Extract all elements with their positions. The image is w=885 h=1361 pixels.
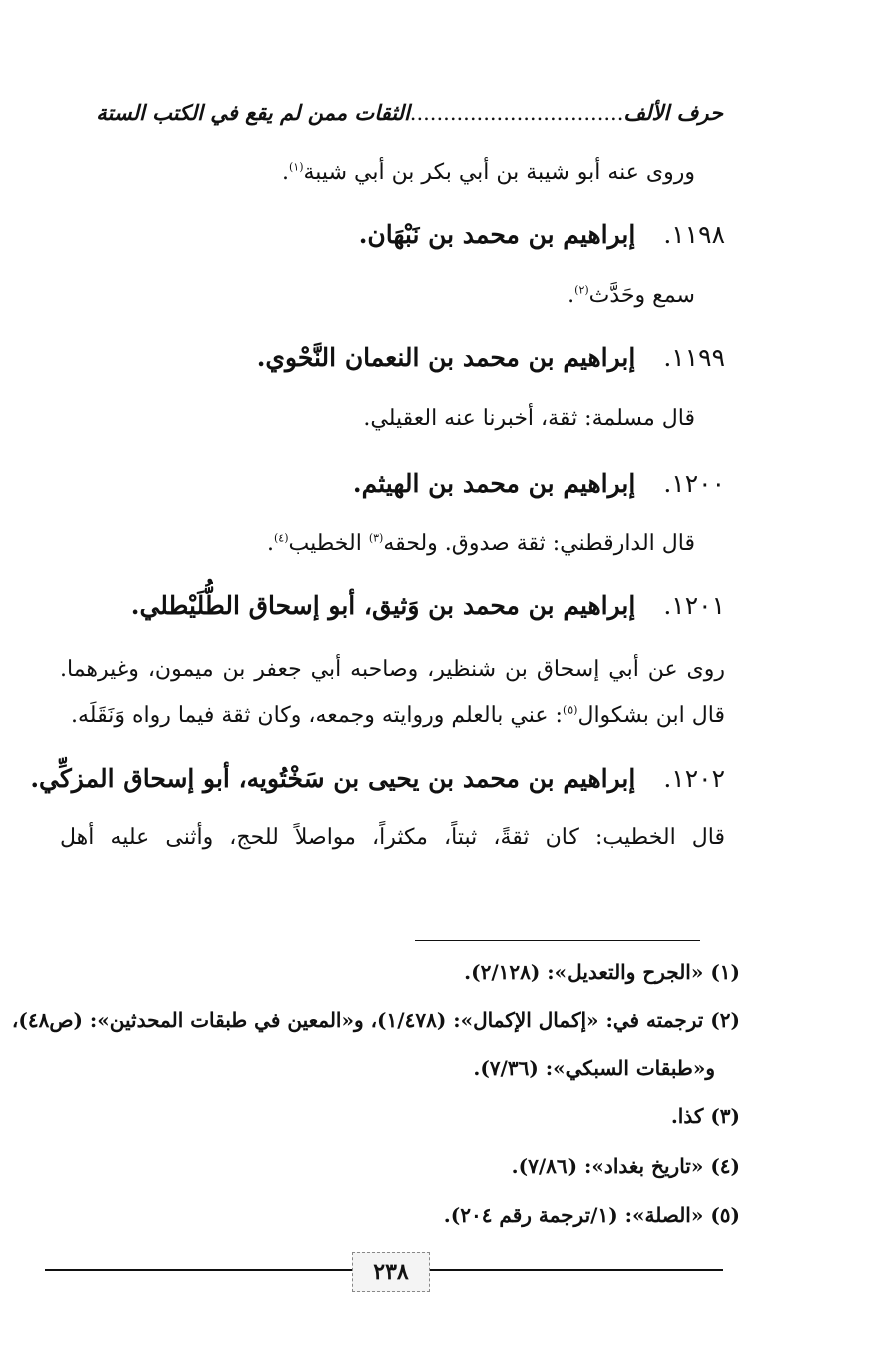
text-line-4-part-c: . [267,531,274,556]
footnote-marker-1: (١) [288,160,304,174]
footnote-separator [415,940,700,941]
bottom-rule-right [428,1269,723,1271]
running-header [96,100,723,125]
entry-number: ١١٩٩. [663,343,725,372]
page-number: ٢٣٨ [352,1252,430,1292]
header-dots: ................................ [409,101,624,125]
footnote-marker-2: (٢) [574,283,589,297]
bottom-rule-left [45,1269,352,1271]
entry-number: ١٢٠٢. [663,764,725,793]
entry-1198 [359,220,725,249]
entry-name: إبراهيم بن محمد بن وَثيق، أبو إسحاق الطُّلَيْطلي. [130,591,636,620]
entry-1202 [30,764,725,793]
entry-name: إبراهيم بن محمد بن نَبْهَان. [358,220,636,249]
footnote-marker-4: (٤) [274,531,289,545]
text-line-1: وروى عنه أبو شيبة بن أبي بكر بن أبي شيبة$^{(١)}$. [281,160,695,185]
entry-name: إبراهيم بن محمد بن الهيثم. [352,469,636,498]
entry-1201 [131,591,725,620]
footnote-1: (١) «الجرح والتعديل»: (٢/١٢٨). [464,960,740,984]
text-line-4-part-a: قال الدارقطني: ثقة صدوق. ولحقه [383,531,695,556]
text-line-5: روى عن أبي إسحاق بن شنظير، وصاحبه أبي جعفر بن ميمون، وغيرهما. [60,657,725,682]
entry-1199 [257,343,725,372]
text-line-4 [267,531,695,556]
footnote-3: (٣) كذا. [670,1104,740,1128]
footnote-5: (٥) «الصلة»: (١/ترجمة رقم ٢٠٤). [443,1203,740,1227]
text-line-2: سمع وحَدَّث$^{(٢)}$. [567,283,695,308]
entry-number: ١٢٠٠. [663,469,725,498]
footnote-marker-5: (٥) [562,703,578,717]
text-line-2-content: سمع وحَدَّث [588,283,695,308]
text-line-3: قال مسلمة: ثقة، أخبرنا عنه العقيلي. [363,406,695,431]
footnote-4: (٤) «تاريخ بغداد»: (٧/٨٦). [511,1154,740,1178]
footnote-2-line-1: (٢) ترجمته في: «إكمال الإكمال»: (١/٤٧٨)، و«المعين في طبقات المحدثين»: (ص٤٨)، [11,1008,740,1032]
header-book-title: الثقات ممن لم يقع في الكتب الستة [96,100,410,125]
text-line-6 [71,703,725,728]
text-line-1-content: وروى عنه أبو شيبة بن أبي بكر بن أبي شيبة [303,160,695,185]
entry-1200 [353,469,725,498]
text-line-6-part-a: قال ابن بشكوال [577,703,725,728]
footnote-2-line-2: و«طبقات السبكي»: (٧/٣٦). [473,1056,715,1080]
text-line-4-part-b: الخطيب [288,531,369,556]
header-chapter-title: حرف الألف [623,100,723,125]
footnote-marker-3: (٣) [368,531,384,545]
entry-name: إبراهيم بن محمد بن يحيى بن سَخْتُويه، أبو إسحاق المزكِّي. [30,764,636,793]
text-line-7: قال الخطيب: كان ثقةً، ثبتاً، مكثراً، مواصلاً للحج، وأثنى عليه أهل [60,825,725,850]
entry-number: ١١٩٨. [663,220,725,249]
entry-number: ١٢٠١. [663,591,725,620]
entry-name: إبراهيم بن محمد بن النعمان النَّحْوي. [256,343,636,372]
text-line-6-part-b: : عني بالعلم وروايته وجمعه، وكان ثقة فيما رواه وَنَقَلَه. [71,703,563,728]
